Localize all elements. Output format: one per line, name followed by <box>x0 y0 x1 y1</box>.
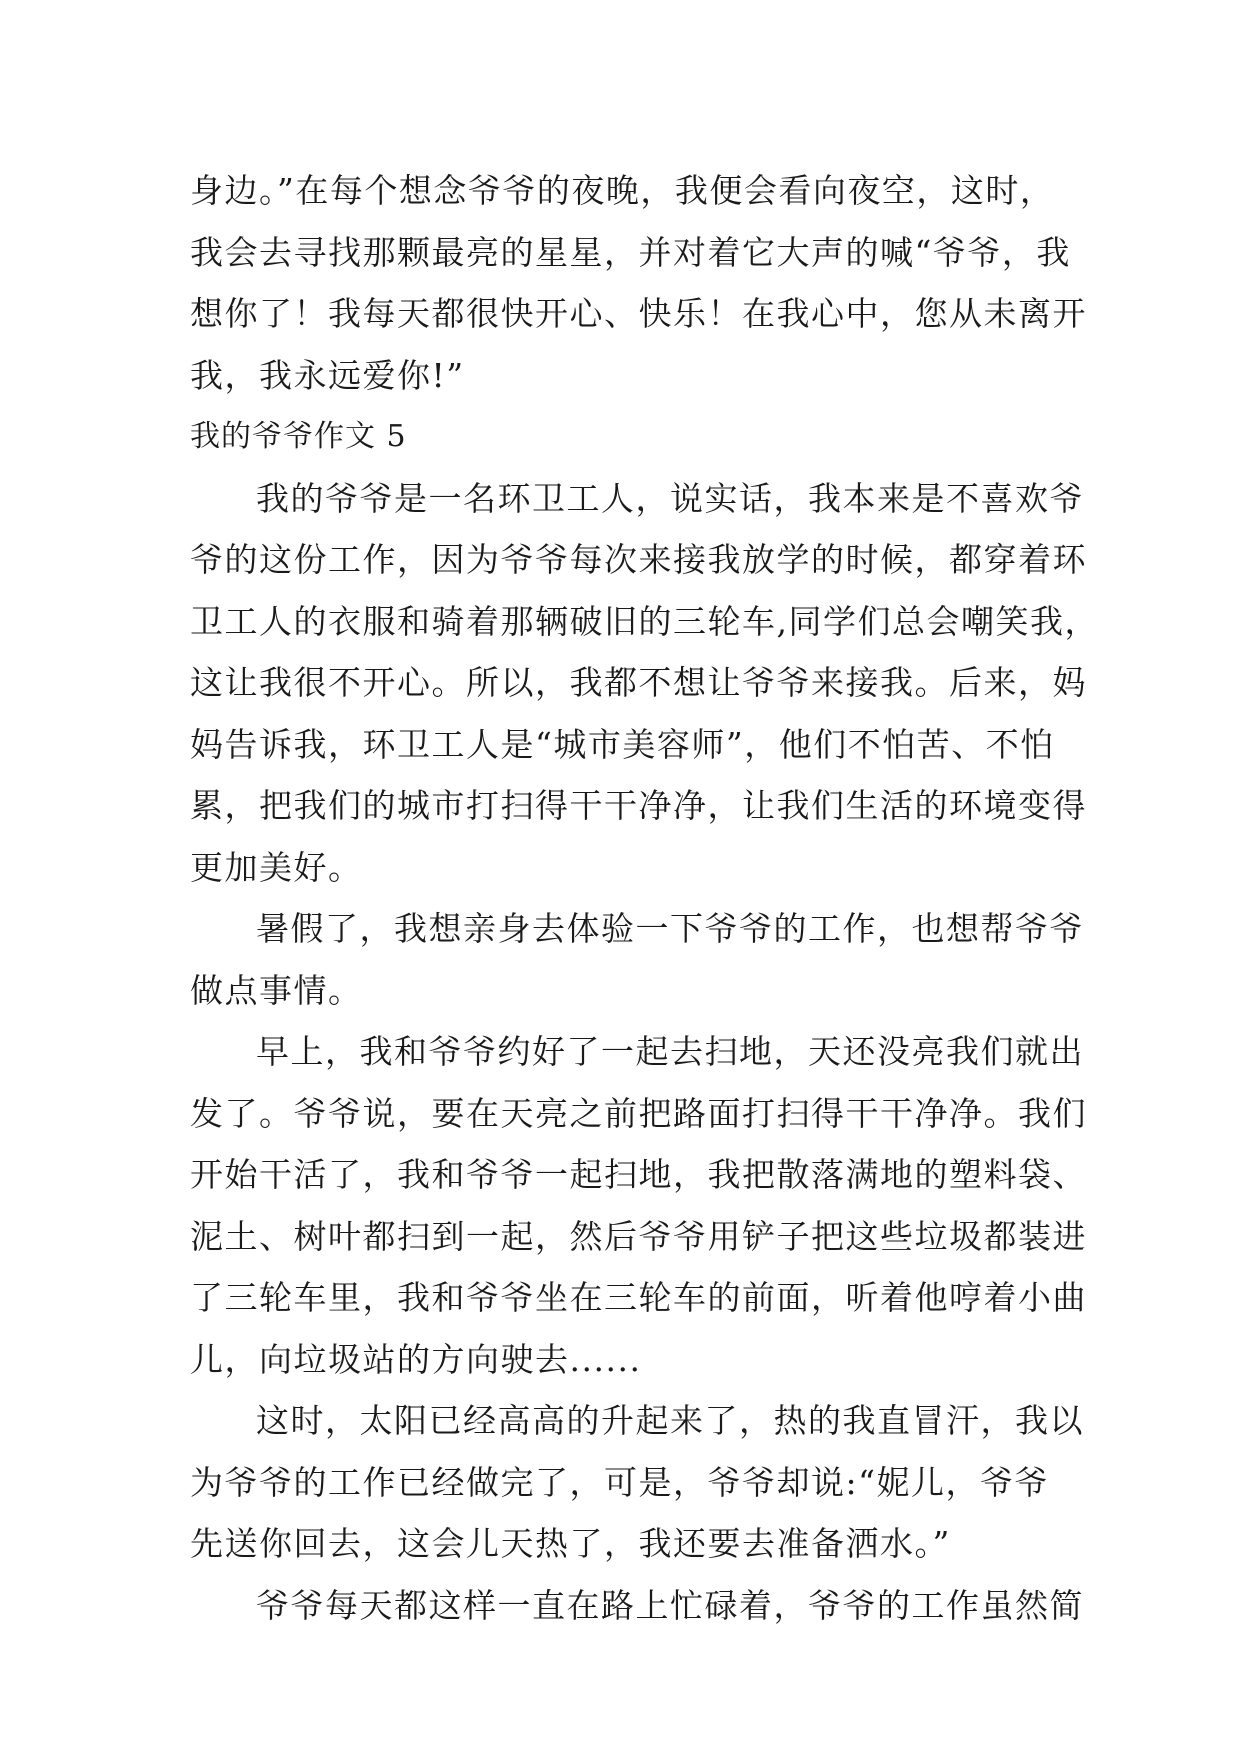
text-line: 妈告诉我，环卫工人是“城市美容师”，他们不怕苦、不怕 <box>190 724 1055 764</box>
text-line: 做点事情。 <box>190 970 363 1010</box>
paragraph-first-line: 我的爷爷是一名环卫工人，说实话，我本来是不喜欢爷 <box>256 478 1084 518</box>
text-line: 爷的这份工作，因为爷爷每次来接我放学的时候，都穿着环 <box>190 540 1087 579</box>
text-line: 累，把我们的城市打扫得干干净净，让我们生活的环境变得 <box>190 786 1087 825</box>
text-line: 开始干活了，我和爷爷一起扫地，我把散落满地的塑料袋、 <box>190 1155 1087 1194</box>
section-heading: 我的爷爷作文 5 <box>190 419 407 454</box>
text-line: 想你了！我每天都很快开心、快乐！在我心中，您从未离开 <box>190 294 1087 333</box>
paragraph-first-line: 早上，我和爷爷约好了一起去扫地，天还没亮我们就出 <box>256 1032 1084 1071</box>
text-line: 我会去寻找那颗最亮的星星，并对着它大声的喊“爷爷，我 <box>190 232 1071 272</box>
text-line: 儿，向垃圾站的方向驶去...... <box>190 1339 642 1379</box>
text-line: 卫工人的衣服和骑着那辆破旧的三轮车,同学们总会嘲笑我， <box>190 601 1099 641</box>
text-line: 泥土、树叶都扫到一起，然后爷爷用铲子把这些垃圾都装进 <box>190 1216 1087 1256</box>
document-body <box>190 160 1099 1636</box>
text-line: 这让我很不开心。所以，我都不想让爷爷来接我。后来，妈 <box>190 663 1087 702</box>
text-line: 发了。爷爷说，要在天亮之前把路面打扫得干干净净。我们 <box>190 1093 1087 1133</box>
paragraph-first-line: 暑假了，我想亲身去体验一下爷爷的工作，也想帮爷爷 <box>256 909 1084 948</box>
paragraph-first-line: 爷爷每天都这样一直在路上忙碌着，爷爷的工作虽然简 <box>256 1585 1084 1625</box>
paragraph-first-line: 这时，太阳已经高高的升起来了，热的我直冒汗，我以 <box>256 1401 1084 1440</box>
text-line: 为爷爷的工作已经做完了，可是，爷爷却说:“妮儿，爷爷 <box>190 1462 1049 1502</box>
text-line: 先送你回去，这会儿天热了，我还要去准备洒水。” <box>190 1524 951 1563</box>
text-line: 我，我永远爱你!” <box>190 355 465 395</box>
text-line: 身边。”在每个想念爷爷的夜晚，我便会看向夜空，这时， <box>190 171 1055 210</box>
text-line: 更加美好。 <box>190 847 363 887</box>
text-line: 了三轮车里，我和爷爷坐在三轮车的前面，听着他哼着小曲 <box>190 1278 1087 1317</box>
